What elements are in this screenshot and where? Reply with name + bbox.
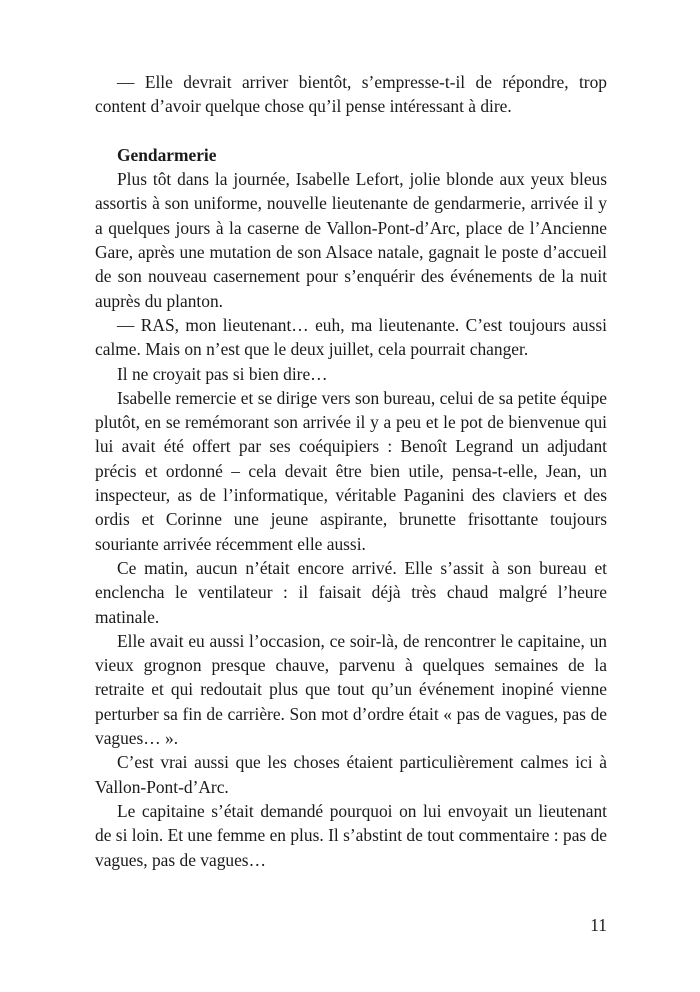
paragraph: Le capitaine s’était demandé pourquoi on lui envoyait un lieutenant de si loin. Et une femme en plus. Il s’abstint de tout commentaire : pas de vagues, pas de vagues… [95,800,607,870]
paragraph: C’est vrai aussi que les choses étaient particulièrement calmes ici à Vallon-Pont-d’Arc. [95,752,607,797]
paragraph: Il ne croyait pas si bien dire… [117,363,328,384]
page-body [95,70,607,872]
page-number: 11 [590,915,607,935]
paragraph: Plus tôt dans la journée, Isabelle Lefort, jolie blonde aux yeux bleus assortis à son uniforme, nouvelle lieutenante de gendarmerie, arrivée il y a quelques jours à la caserne de Vallon-Pont-d’Arc, place de l’Ancienne Gare, après une mutation de son Alsace natale, gagnait le poste d’accueil de son nouveau casernement pour s’enquérir des événements de la nuit auprès du planton. [95,169,607,311]
paragraph: Ce matin, aucun n’était encore arrivé. Elle s’assit à son bureau et enclencha le ventilateur : il faisait déjà très chaud malgré l’heure matinale. [95,557,607,627]
paragraph: — Elle devrait arriver bientôt, s’empresse-t-il de répondre, trop content d’avoir quelque chose qu’il pense intéressant à dire. [95,72,607,117]
paragraph: Isabelle remercie et se dirige vers son bureau, celui de sa petite équipe plutôt, en se remémorant son arrivée il y a peu et le pot de bienvenue qui lui avait été offert par ses coéquipiers : Benoît Legrand un adjudant précis et ordonné – cela devait être bien utile, pensa-t-elle, Jean, un inspecteur, as de l’informatique, véritable Paganini des claviers et des ordis et Corinne une jeune aspirante, brunette frisottante toujours souriante arrivée récemment elle aussi. [95,387,607,554]
paragraph: Elle avait eu aussi l’occasion, ce soir-là, de rencontrer le capitaine, un vieux grognon presque chauve, parvenu à quelques semaines de la retraite et qui redoutait plus que tout qu’un événement inopiné vienne perturber sa fin de carrière. Son mot d’ordre était « pas de vagues, pas de vagues… ». [95,630,607,749]
paragraph: — RAS, mon lieutenant… euh, ma lieutenante. C’est toujours aussi calme. Mais on n’est que le deux juillet, cela pourrait changer. [95,314,607,360]
section-heading: Gendarmerie [117,144,217,165]
